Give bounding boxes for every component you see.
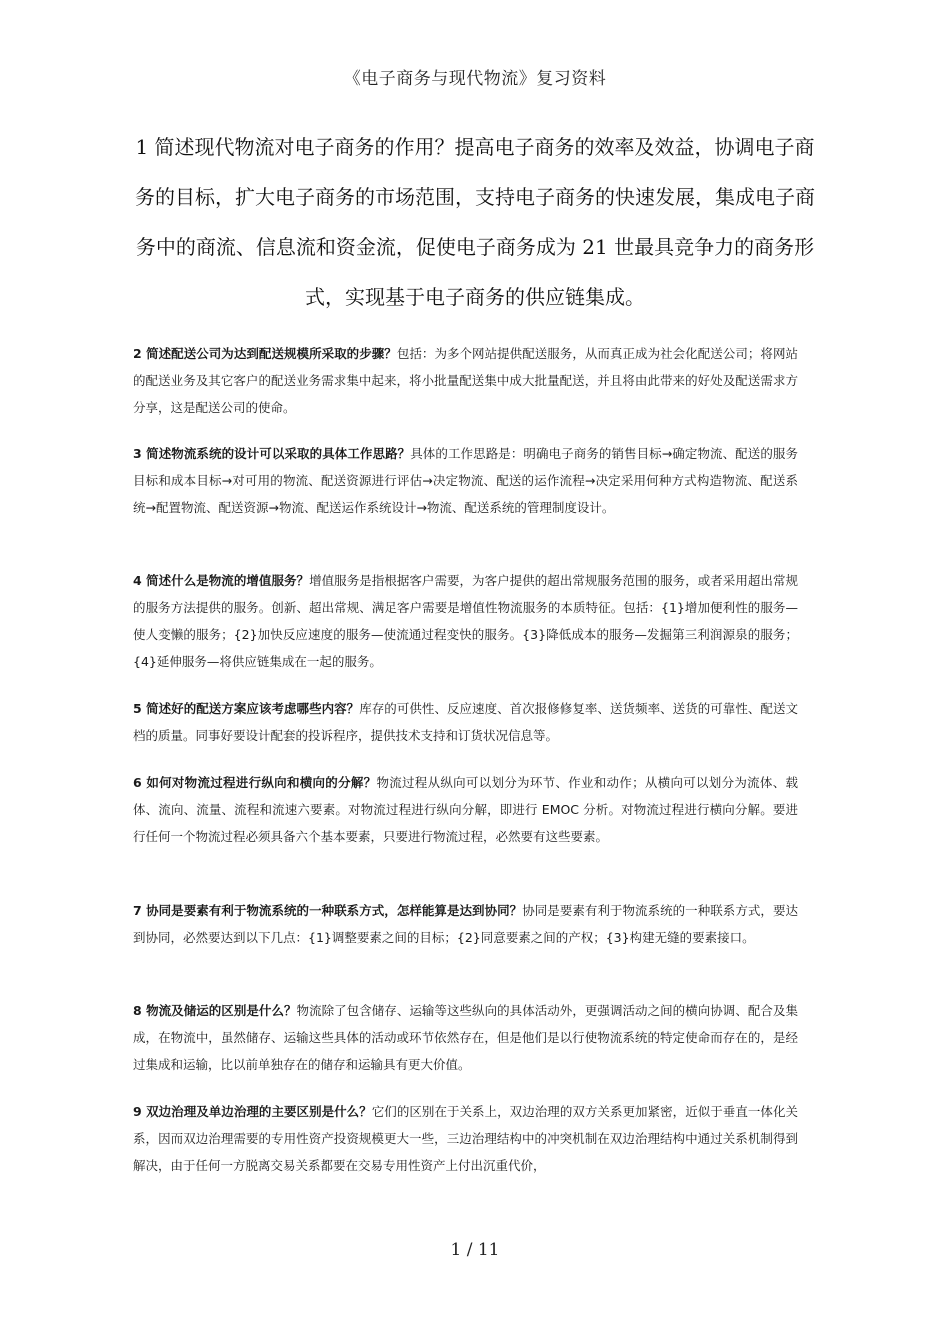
question-8	[133, 997, 798, 1078]
question-6-text: 6 如何对物流过程进行纵向和横向的分解？	[133, 775, 377, 790]
page-total: 11	[477, 1240, 500, 1260]
question-4	[133, 567, 798, 675]
question-9-answer: 它们的区别在于关系上，双边治理的双方关系更加紧密，近似于垂直一体化关系，因而双边治理需要的专用性资产投资规模更大一些，三边治理结构中的冲突机制在双边治理结构中通过关系机制得到解决，由于任何一方脱离交易关系都要在交易专用性资产上付出沉重代价，	[133, 1104, 798, 1173]
question-9	[133, 1098, 798, 1179]
question-7-answer: 协同是要素有利于物流系统的一种联系方式，要达到协同，必然要达到以下几点：{1}调整要素之间的目标；{2}同意要素之间的产权；{3}构建无缝的要素接口。	[133, 903, 798, 945]
question-6-answer: 物流过程从纵向可以划分为环节、作业和动作；从横向可以划分为流体、载体、流向、流量、流程和流速六要素。对物流过程进行纵向分解，即进行 EMOC 分析。对物流过程进行横向分解。要进行任何一个物流过程必须具备六个基本要素，只要进行物流过程，必然要有这些要素。	[133, 775, 798, 844]
document-title: 《电子商务与现代物流》复习资料	[343, 69, 607, 89]
question-9-text: 9 双边治理及单边治理的主要区别是什么？	[133, 1104, 372, 1119]
question-5-answer: 库存的可供性、反应速度、首次报修修复率、送货频率、送货的可靠性、配送文档的质量。同事好要设计配套的投诉程序，提供技术支持和订货状况信息等。	[133, 701, 798, 743]
question-7	[133, 897, 798, 951]
question-3-answer: 具体的工作思路是：明确电子商务的销售目标→确定物流、配送的服务目标和成本目标→对可用的物流、配送资源进行评估→决定物流、配送的运作流程→决定采用何种方式构造物流、配送系统→配置物流、配送资源→物流、配送运作系统设计→物流、配送系统的管理制度设计。	[133, 446, 798, 515]
question-2-text: 2 简述配送公司为达到配送规模所采取的步骤？	[133, 346, 397, 361]
question-1	[128, 122, 822, 322]
question-1-answer: 提高电子商务的效率及效益，协调电子商务的目标，扩大电子商务的市场范围，支持电子商务的快速发展，集成电子商务中的商流、信息流和资金流，促使电子商务成为 21 世最具竞争力的商务形式，实现基于电子商务的供应链集成。	[135, 135, 815, 309]
page-number	[0, 1240, 950, 1260]
question-3-text: 3 简述物流系统的设计可以采取的具体工作思路？	[133, 446, 411, 461]
question-7-text: 7 协同是要素有利于物流系统的一种联系方式，怎样能算是达到协同？	[133, 903, 523, 918]
question-2-answer: 包括：为多个网站提供配送服务，从而真正成为社会化配送公司；将网站的配送业务及其它客户的配送业务需求集中起来，将小批量配送集中成大批量配送，并且将由此带来的好处及配送需求方分享，这是配送公司的使命。	[133, 346, 798, 415]
question-4-answer: 增值服务是指根据客户需要，为客户提供的超出常规服务范围的服务，或者采用超出常规的服务方法提供的服务。创新、超出常规、满足客户需要是增值性物流服务的本质特征。包括：{1}增加便利性的服务—使人变懒的服务；{2}加快反应速度的服务—使流通过程变快的服务。{3}降低成本的服务—发掘第三利润源泉的服务；{4}延伸服务—将供应链集成在一起的服务。	[133, 573, 798, 669]
question-2	[133, 340, 798, 421]
question-5	[133, 695, 798, 749]
page-current: 1	[450, 1240, 462, 1260]
question-4-text: 4 简述什么是物流的增值服务？	[133, 573, 310, 588]
question-8-text: 8 物流及储运的区别是什么？	[133, 1003, 297, 1018]
page-separator: /	[466, 1240, 473, 1260]
question-6	[133, 769, 798, 850]
question-8-answer: 物流除了包含储存、运输等这些纵向的具体活动外，更强调活动之间的横向协调、配合及集成，在物流中，虽然储存、运输这些具体的活动或环节依然存在，但是他们是以行使物流系统的特定使命而存在的，是经过集成和运输，比以前单独存在的储存和运输具有更大价值。	[133, 1003, 798, 1072]
question-3	[133, 440, 798, 521]
question-1-text: 1 简述现代物流对电子商务的作用？	[135, 135, 455, 159]
question-5-text: 5 简述好的配送方案应该考虑哪些内容？	[133, 701, 360, 716]
